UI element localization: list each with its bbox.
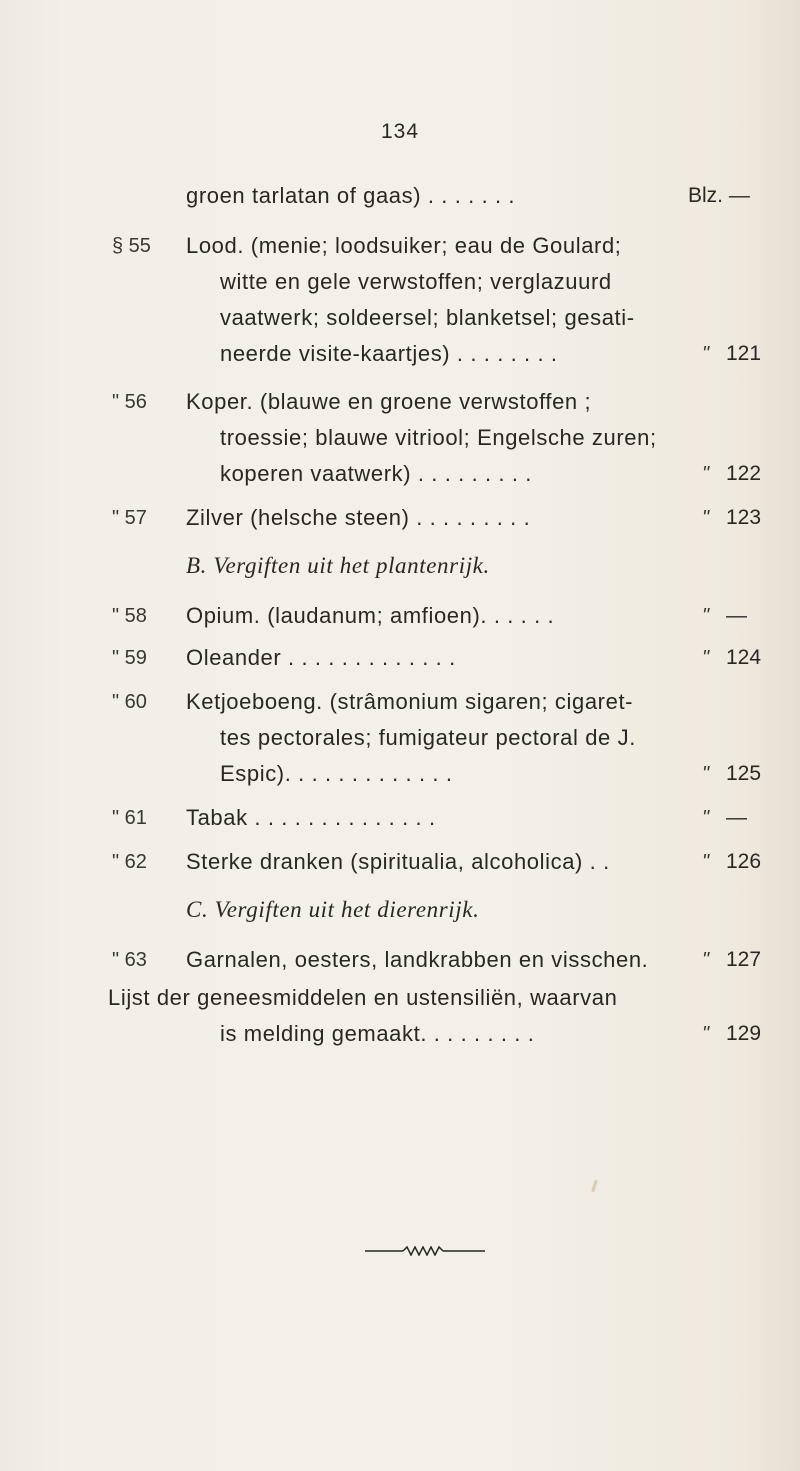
toc-line <box>0 264 800 300</box>
ditto-mark: " <box>702 1023 710 1045</box>
entry-text: tes pectorales; fumigateur pectoral de J. <box>220 725 636 750</box>
page-reference: 124 <box>726 646 762 669</box>
toc-line <box>0 336 800 372</box>
toc-line <box>0 756 800 792</box>
section-number: " 61 <box>112 807 147 829</box>
entry-text: Opium. (laudanum; amfioen). . . . . . <box>186 603 555 628</box>
toc-line <box>0 844 800 880</box>
toc-line <box>0 684 800 720</box>
section-number: " 63 <box>112 949 147 971</box>
entry-text: Espic). . . . . . . . . . . . . <box>220 761 453 786</box>
page-reference: 126 <box>726 850 762 873</box>
entry-text: koperen vaatwerk) . . . . . . . . . <box>220 461 532 486</box>
entry-text: troessie; blauwe vitriool; Engelsche zuren; <box>220 425 657 450</box>
toc-line <box>0 300 800 336</box>
toc-line <box>0 942 800 978</box>
toc-line <box>0 420 800 456</box>
ditto-mark: " <box>702 851 710 873</box>
section-heading: C. Vergiften uit het dierenrijk. <box>186 897 480 922</box>
entry-text: neerde visite-kaartjes) . . . . . . . . <box>220 341 558 366</box>
paper-mark <box>591 1180 598 1192</box>
section-number: " 60 <box>112 691 147 713</box>
ditto-mark: " <box>702 463 710 485</box>
toc-line <box>0 548 800 584</box>
page-reference: 123 <box>726 506 762 529</box>
section-heading: B. Vergiften uit het plantenrijk. <box>186 553 490 578</box>
section-number: § 55 <box>112 235 151 257</box>
page-reference: 125 <box>726 762 762 785</box>
ditto-mark: " <box>702 647 710 669</box>
toc-line <box>0 228 800 264</box>
section-number: " 56 <box>112 391 147 413</box>
entry-text: is melding gemaakt. . . . . . . . . <box>220 1021 535 1046</box>
toc-line <box>0 720 800 756</box>
entry-text: Lood. (menie; loodsuiker; eau de Goulard; <box>186 233 622 258</box>
page-reference: 122 <box>726 462 762 485</box>
entry-text: witte en gele verwstoffen; verglazuurd <box>220 269 612 294</box>
entry-text: Oleander . . . . . . . . . . . . . <box>186 645 456 670</box>
toc-line <box>0 384 800 420</box>
toc-line <box>0 800 800 836</box>
toc-line <box>0 980 800 1016</box>
entry-text: Garnalen, oesters, landkrabben en visschen. <box>186 947 649 972</box>
entry-text: Sterke dranken (spiritualia, alcoholica) . . <box>186 849 610 874</box>
toc-line <box>0 598 800 634</box>
page-reference: — <box>726 604 747 627</box>
ditto-mark: " <box>702 605 710 627</box>
toc-line <box>0 1016 800 1052</box>
section-number: " 59 <box>112 647 147 669</box>
section-number: " 57 <box>112 507 147 529</box>
entry-text: Ketjoeboeng. (strâmonium sigaren; cigaret- <box>186 689 634 714</box>
ditto-mark: " <box>702 949 710 971</box>
toc-line <box>0 178 800 214</box>
end-ornament <box>365 1246 485 1256</box>
blz-label: Blz. — <box>688 184 750 207</box>
page-reference: 127 <box>726 948 762 971</box>
page-number: 134 <box>380 120 420 143</box>
section-number: " 58 <box>112 605 147 627</box>
ditto-mark: " <box>702 807 710 829</box>
entry-text: groen tarlatan of gaas) . . . . . . . <box>186 183 516 208</box>
toc-line <box>0 456 800 492</box>
ditto-mark: " <box>702 763 710 785</box>
entry-text: Zilver (helsche steen) . . . . . . . . . <box>186 505 531 530</box>
page-reference: 121 <box>726 342 762 365</box>
section-number: " 62 <box>112 851 147 873</box>
entry-text: vaatwerk; soldeersel; blanketsel; gesati- <box>220 305 635 330</box>
toc-line <box>0 892 800 928</box>
entry-text: Tabak . . . . . . . . . . . . . . <box>186 805 436 830</box>
page-reference: 129 <box>726 1022 762 1045</box>
page-reference: — <box>726 806 747 829</box>
entry-text: Lijst der geneesmiddelen en ustensiliën, waarvan <box>108 985 618 1010</box>
ditto-mark: " <box>702 343 710 365</box>
toc-line <box>0 500 800 536</box>
entry-text: Koper. (blauwe en groene verwstoffen ; <box>186 389 592 414</box>
toc-line <box>0 640 800 676</box>
ditto-mark: " <box>702 507 710 529</box>
